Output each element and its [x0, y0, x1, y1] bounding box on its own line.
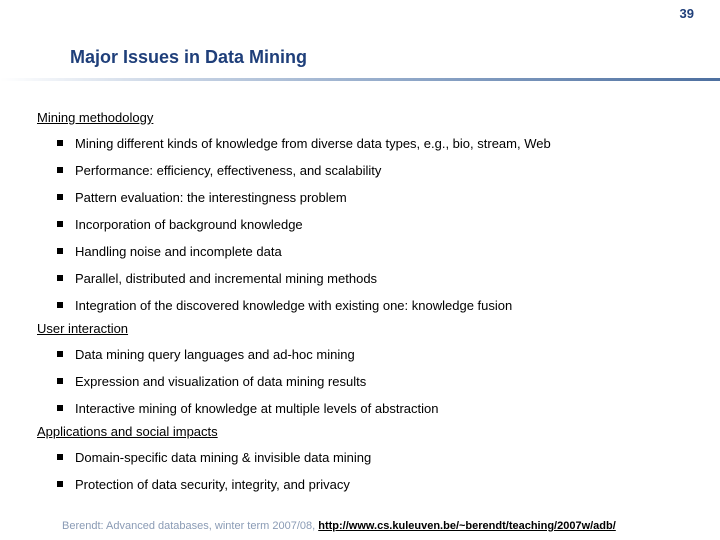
square-bullet-icon: [57, 481, 63, 487]
list-item-text: Incorporation of background knowledge: [75, 217, 303, 232]
list-item-text: Interactive mining of knowledge at multiple levels of abstraction: [75, 401, 439, 416]
section-heading-mining-methodology: Mining methodology: [37, 110, 154, 125]
square-bullet-icon: [57, 275, 63, 281]
list-item: [37, 238, 707, 265]
list-item-text: Protection of data security, integrity, and privacy: [75, 477, 350, 492]
bullet-list-user-interaction: [37, 341, 707, 422]
list-item: [37, 341, 707, 368]
square-bullet-icon: [57, 405, 63, 411]
square-bullet-icon: [57, 221, 63, 227]
section-heading-applications: Applications and social impacts: [37, 424, 218, 439]
list-item: [37, 157, 707, 184]
square-bullet-icon: [57, 248, 63, 254]
slide-number: 39: [679, 6, 694, 21]
list-item: [37, 368, 707, 395]
list-item: [37, 211, 707, 238]
list-item-text: Mining different kinds of knowledge from diverse data types, e.g., bio, stream, Web: [75, 136, 551, 151]
list-item: [37, 184, 707, 211]
list-item-text: Parallel, distributed and incremental mining methods: [75, 271, 378, 286]
square-bullet-icon: [57, 167, 63, 173]
slide-title: Major Issues in Data Mining: [70, 47, 308, 67]
slide-footer: [62, 520, 616, 532]
title-divider: [0, 78, 720, 81]
footer-link[interactable]: http://www.cs.kuleuven.be/~berendt/teaching/2007w/adb/: [318, 520, 616, 532]
list-item-text: Domain-specific data mining & invisible data mining: [75, 450, 372, 465]
square-bullet-icon: [57, 302, 63, 308]
list-item-text: Performance: efficiency, effectiveness, and scalability: [75, 163, 382, 178]
list-item: [37, 444, 707, 471]
bullet-list-applications: [37, 444, 707, 498]
list-item-text: Integration of the discovered knowledge with existing one: knowledge fusion: [75, 298, 513, 313]
square-bullet-icon: [57, 378, 63, 384]
slide-content: [37, 108, 707, 498]
square-bullet-icon: [57, 454, 63, 460]
list-item: [37, 395, 707, 422]
list-item: [37, 292, 707, 319]
list-item: [37, 130, 707, 157]
square-bullet-icon: [57, 140, 63, 146]
list-item: [37, 265, 707, 292]
list-item-text: Data mining query languages and ad-hoc mining: [75, 347, 355, 362]
section-heading-user-interaction: User interaction: [37, 321, 129, 336]
list-item-text: Handling noise and incomplete data: [75, 244, 282, 259]
square-bullet-icon: [57, 351, 63, 357]
list-item-text: Expression and visualization of data mining results: [75, 374, 367, 389]
footer-text: Berendt: Advanced databases, winter term 2007/08,: [62, 520, 319, 532]
list-item-text: Pattern evaluation: the interestingness problem: [75, 190, 347, 205]
bullet-list-mining-methodology: [37, 130, 707, 319]
square-bullet-icon: [57, 194, 63, 200]
list-item: [37, 471, 707, 498]
